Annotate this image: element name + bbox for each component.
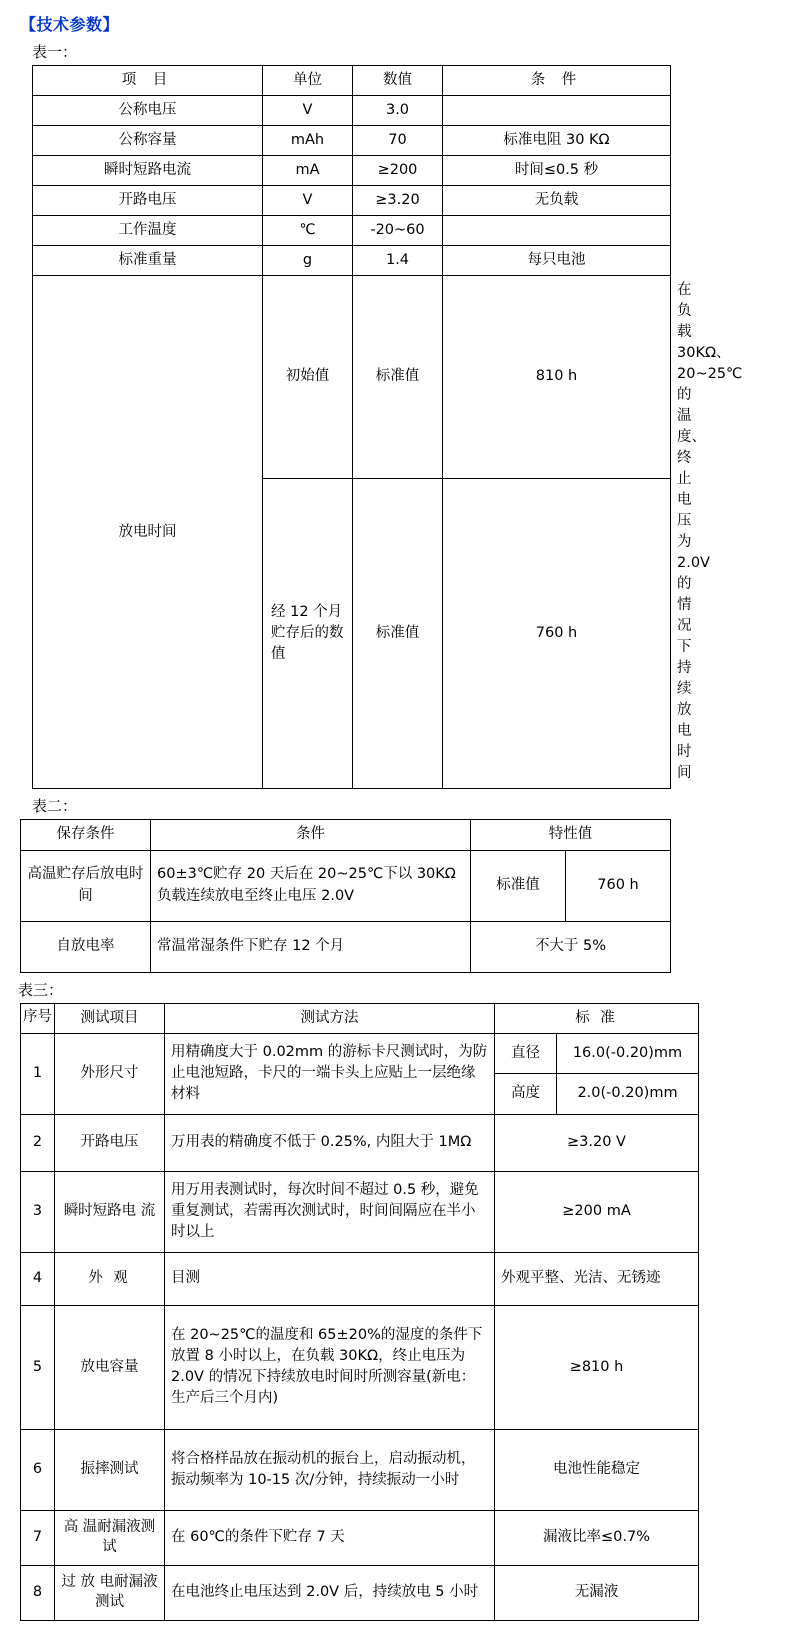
cell-test-method: 在电池终止电压达到 2.0V 后，持续放电 5 小时 (165, 1565, 495, 1620)
cell-standard: 外观平整、光洁、无锈迹 (495, 1252, 699, 1305)
cell-no: 8 (21, 1565, 55, 1620)
table-row (21, 1171, 699, 1252)
table1-label: 表一： (32, 43, 78, 61)
cell-test-item: 瞬时短路电 流 (55, 1171, 165, 1252)
table-row (33, 216, 671, 246)
cell-item: 开路电压 (33, 186, 263, 216)
cell-test-method: 用万用表测试时，每次时间不超过 0.5 秒，避免重复测试，若需再次测试时，时间间隔应在半小时以上 (165, 1171, 495, 1252)
cell-standard: 漏液比率≤0.7% (495, 1510, 699, 1565)
table-row (33, 186, 671, 216)
table3-label: 表三： (18, 980, 64, 999)
cell-condition (443, 216, 671, 246)
cell-test-item: 外 观 (55, 1252, 165, 1305)
cell-discharge-initial-unit: 标准值 (353, 276, 443, 479)
cell-unit: ℃ (263, 216, 353, 246)
table2-label: 表二： (32, 797, 78, 816)
cell-standard: 无漏液 (495, 1565, 699, 1620)
specifications-table (32, 65, 743, 789)
cell-item: 标准重量 (33, 246, 263, 276)
cell-test-method: 在 60℃的条件下贮存 7 天 (165, 1510, 495, 1565)
cell-discharge-initial-name: 初始值 (263, 276, 353, 479)
table-row (21, 850, 671, 921)
header-no (21, 1003, 55, 1033)
cell-condition (443, 96, 671, 126)
cell-value: ≥3.20 (353, 186, 443, 216)
cell-no: 4 (21, 1252, 55, 1305)
cell-condition: 每只电池 (443, 246, 671, 276)
cell-condition: 时间≤0.5 秒 (443, 156, 671, 186)
cell-storage-detail: 常温常湿条件下贮存 12 个月 (151, 921, 471, 972)
cell-no: 3 (21, 1171, 55, 1252)
cell-item: 瞬时短路电流 (33, 156, 263, 186)
header-condition: 条件 (151, 820, 471, 850)
cell-storage-name: 自放电率 (21, 921, 151, 972)
header-item: 项 目 (33, 66, 263, 96)
cell-test-item: 外形尺寸 (55, 1033, 165, 1114)
header-no-text: 序号 (23, 1009, 52, 1026)
cell-storage-value-label: 不大于 5% (471, 921, 671, 972)
cell-item: 公称电压 (33, 96, 263, 126)
cell-value: 1.4 (353, 246, 443, 276)
cell-unit: mA (263, 156, 353, 186)
page-title: 【技术参数】 (20, 15, 120, 34)
header-storage-condition: 保存条件 (21, 820, 151, 850)
cell-standard-value: 2.0(-0.20)mm (557, 1074, 699, 1115)
header-test-item: 测试项目 (55, 1003, 165, 1033)
cell-test-item: 过 放 电耐漏液测试 (55, 1565, 165, 1620)
cell-test-method: 在 20~25℃的温度和 65±20%的湿度的条件下放置 8 小时以上，在负载 30KΩ，终止电压为 2.0V 的情况下持续放电时间时所测容量(新电：生产后三个月内) (165, 1305, 495, 1429)
cell-test-method: 用精确度大于 0.02mm 的游标卡尺测试时，为防止电池短路，卡尺的一端卡头上应贴上一层绝缘材料 (165, 1033, 495, 1114)
cell-discharge-12month-value: 760 h (443, 478, 671, 789)
cell-discharge-initial-value: 810 h (443, 276, 671, 479)
cell-test-item: 振摔测试 (55, 1429, 165, 1510)
header-value: 数值 (353, 66, 443, 96)
table-row (21, 1510, 699, 1565)
cell-item: 公称容量 (33, 126, 263, 156)
table-row (21, 1429, 699, 1510)
cell-unit: mAh (263, 126, 353, 156)
cell-standard: ≥200 mA (495, 1171, 699, 1252)
storage-table (20, 819, 671, 972)
cell-value: -20~60 (353, 216, 443, 246)
cell-no: 2 (21, 1114, 55, 1171)
header-characteristic-value: 特性值 (471, 820, 671, 850)
table-row (21, 1252, 699, 1305)
cell-standard: 电池性能稳定 (495, 1429, 699, 1510)
cell-discharge-12month-name: 经 12 个月贮存后的数值 (263, 478, 353, 789)
test-methods-table (20, 1003, 699, 1621)
cell-unit: V (263, 186, 353, 216)
cell-test-method: 将合格样品放在振动机的振台上，启动振动机，振动频率为 10-15 次/分钟，持续振动一小时 (165, 1429, 495, 1510)
table-header-row (33, 66, 671, 96)
table-header-row (21, 1003, 699, 1033)
table-row (21, 1305, 699, 1429)
cell-no: 1 (21, 1033, 55, 1114)
cell-standard: ≥3.20 V (495, 1114, 699, 1171)
header-condition: 条 件 (443, 66, 671, 96)
table-row (21, 921, 671, 972)
cell-test-item: 开路电压 (55, 1114, 165, 1171)
table-row (33, 156, 671, 186)
cell-value: 3.0 (353, 96, 443, 126)
table-row (21, 1565, 699, 1620)
cell-standard: ≥810 h (495, 1305, 699, 1429)
header-standard: 标 准 (495, 1003, 699, 1033)
cell-value: 70 (353, 126, 443, 156)
header-unit: 单位 (263, 66, 353, 96)
cell-no: 6 (21, 1429, 55, 1510)
cell-no: 5 (21, 1305, 55, 1429)
cell-condition: 无负载 (443, 186, 671, 216)
table-row-discharge-initial: 放电时间 初始值 标准值 810 h 在负载 30KΩ、20~25℃的温度、终止电压为 2.0V 的情况下持续放电时间 (33, 276, 671, 479)
table-row (33, 96, 671, 126)
cell-test-item: 放电容量 (55, 1305, 165, 1429)
cell-storage-name: 高温贮存后放电时间 (21, 850, 151, 921)
cell-condition: 标准电阻 30 KΩ (443, 126, 671, 156)
cell-item: 工作温度 (33, 216, 263, 246)
cell-storage-value-label: 标准值 (471, 850, 566, 921)
cell-no: 7 (21, 1510, 55, 1565)
table-row (21, 1033, 699, 1074)
cell-storage-value: 760 h (566, 850, 671, 921)
cell-discharge-12month-unit: 标准值 (353, 478, 443, 789)
header-test-method: 测试方法 (165, 1003, 495, 1033)
table-header-row (21, 820, 671, 850)
cell-test-item: 高 温耐漏液测试 (55, 1510, 165, 1565)
table-row (33, 246, 671, 276)
cell-standard-value: 16.0(-0.20)mm (557, 1033, 699, 1074)
table-row (21, 1114, 699, 1171)
cell-standard-label: 直径 (495, 1033, 557, 1074)
cell-standard-label: 高度 (495, 1074, 557, 1115)
table-row (33, 126, 671, 156)
cell-unit: g (263, 246, 353, 276)
cell-storage-detail: 60±3℃贮存 20 天后在 20~25℃下以 30KΩ 负载连续放电至终止电压 2.0V (151, 850, 471, 921)
cell-test-method: 目测 (165, 1252, 495, 1305)
cell-discharge-time-label: 放电时间 (33, 276, 263, 789)
cell-unit: V (263, 96, 353, 126)
cell-value: ≥200 (353, 156, 443, 186)
cell-test-method: 万用表的精确度不低于 0.25%, 内阻大于 1MΩ (165, 1114, 495, 1171)
